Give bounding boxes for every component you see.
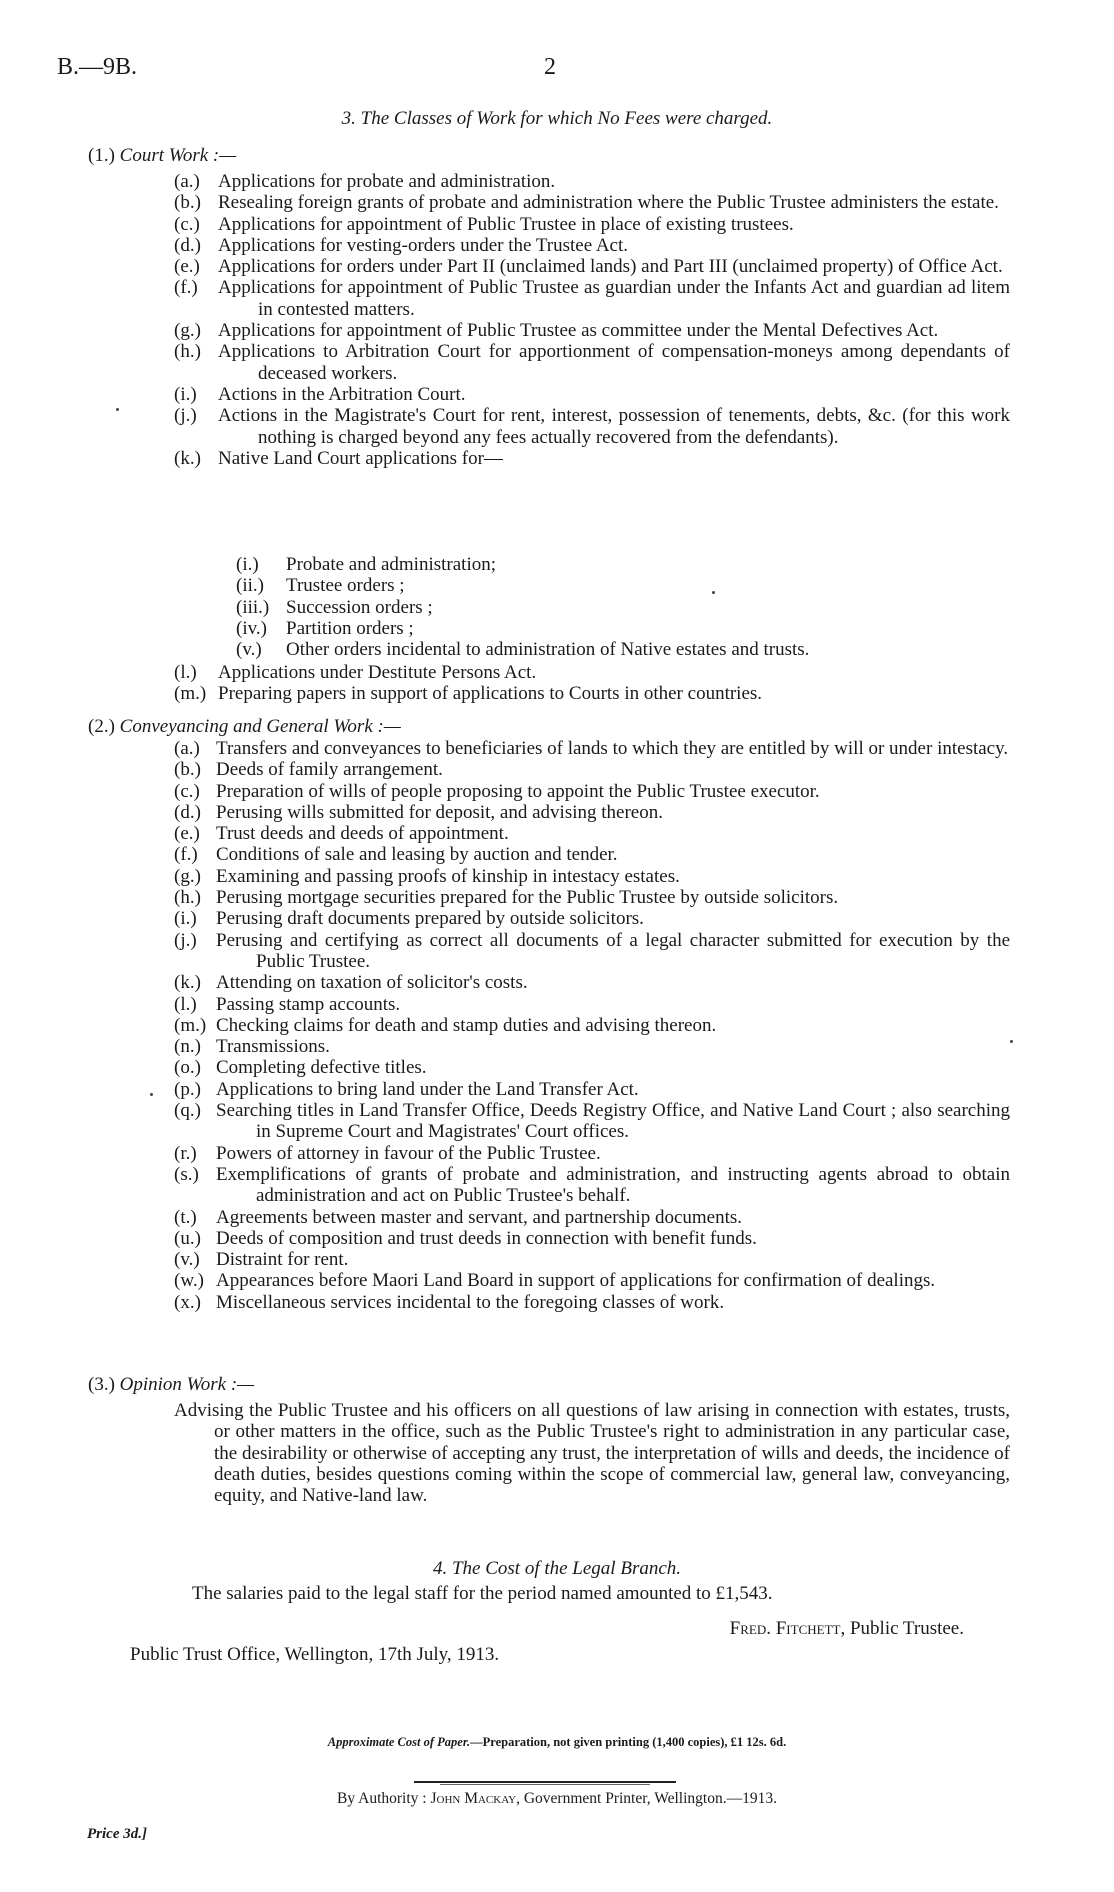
conveyancing-item-text: Miscellaneous services incidental to the foregoing classes of work.: [216, 1291, 725, 1313]
cost-of-paper-line: [0, 1735, 1114, 1750]
court-work-item-marker: (a.): [174, 171, 200, 192]
scan-speck: [150, 1093, 153, 1096]
conveyancing-item-marker: (e.): [174, 823, 200, 845]
opinion-title: Opinion Work :—: [119, 1374, 255, 1395]
court-work-item-text: Resealing foreign grants of probate and administration where the Public Trustee administers the estate.: [218, 192, 999, 214]
conveyancing-item: [174, 823, 1010, 844]
conveyancing-item-marker: (d.): [174, 801, 201, 823]
court-work-item-text: Applications for vesting-orders under the Trustee Act.: [218, 234, 629, 256]
court-work-item-text: Actions in the Arbitration Court.: [218, 383, 466, 405]
conveyancing-item-text: Preparation of wills of people proposing to appoint the Public Trustee executor.: [216, 780, 820, 802]
court-work-item-marker: (k.): [174, 447, 201, 469]
court-work-item: [174, 405, 1010, 448]
conveyancing-item: [174, 930, 1010, 973]
court-work-item: [174, 341, 1010, 384]
court-work-item-text: Actions in the Magistrate's Court for rent, interest, possession of tenements, debts, &c. (for this work nothing is charged beyond any fees actually recovered from the defendants).: [218, 405, 1010, 448]
conveyancing-item-marker: (w.): [174, 1270, 204, 1292]
opinion-number: (3.): [88, 1374, 115, 1395]
conveyancing-item-text: Transmissions.: [216, 1036, 330, 1058]
conveyancing-item-text: Appearances before Maori Land Board in support of applications for confirmation of dealings.: [216, 1270, 936, 1292]
section-3-title: 3. The Classes of Work for which No Fees were charged.: [341, 108, 773, 129]
conveyancing-item: [174, 887, 1010, 908]
conveyancing-item: [174, 1270, 1010, 1291]
conveyancing-list: [174, 738, 1010, 1313]
conveyancing-item: [174, 1079, 1010, 1100]
conveyancing-item-text: Examining and passing proofs of kinship in intestacy estates.: [216, 865, 680, 887]
native-land-item-text: Partition orders ;: [286, 617, 414, 639]
conveyancing-item-marker: (k.): [174, 972, 201, 994]
court-work-item-text: Applications for probate and administration.: [218, 171, 556, 192]
court-work-item: [174, 235, 1010, 256]
conveyancing-item-text: Completing defective titles.: [216, 1057, 427, 1079]
conveyancing-title: Conveyancing and General Work :—: [119, 716, 401, 737]
court-work-item-text: Applications to Arbitration Court for apportionment of compensation-moneys among dependants of deceased workers.: [218, 341, 1010, 384]
native-land-item-marker: (iii.): [236, 596, 270, 618]
native-land-item: [236, 618, 956, 639]
conveyancing-item-text: Checking claims for death and stamp duties and advising thereon.: [216, 1014, 717, 1036]
conveyancing-item: [174, 1249, 1010, 1270]
court-work-list: [174, 171, 1010, 469]
court-work-item-marker: (j.): [174, 405, 197, 427]
conveyancing-item: [174, 1015, 1010, 1036]
court-work-item-text: Preparing papers in support of applications to Courts in other countries.: [218, 683, 763, 705]
footer-rule-thin: [440, 1784, 650, 1785]
conveyancing-item: [174, 972, 1010, 993]
conveyancing-item-marker: (n.): [174, 1036, 201, 1058]
conveyancing-item: [174, 908, 1010, 929]
cost-label: Approximate Cost of Paper.: [327, 1735, 471, 1749]
native-land-item-marker: (iv.): [236, 617, 267, 639]
conveyancing-item-marker: (o.): [174, 1057, 201, 1079]
court-work-title: Court Work :—: [119, 145, 237, 166]
court-work-item-marker: (c.): [174, 213, 200, 235]
conveyancing-item: [174, 1143, 1010, 1164]
native-land-sub-list: [236, 554, 956, 660]
court-work-item: [174, 277, 1010, 320]
conveyancing-item: [174, 781, 1010, 802]
court-work-item: [174, 683, 1010, 704]
conveyancing-item-text: Perusing wills submitted for deposit, and advising thereon.: [216, 801, 663, 823]
court-work-item-text: Applications for orders under Part II (unclaimed lands) and Part III (unclaimed property) of Office Act.: [218, 256, 1003, 278]
court-work-item: [174, 448, 1010, 469]
conveyancing-item-text: Perusing mortgage securities prepared for the Public Trustee by outside solicitors.: [216, 887, 839, 909]
native-land-item: [236, 639, 956, 660]
conveyancing-item-marker: (l.): [174, 993, 197, 1015]
price-label: Price 3d.]: [87, 1826, 147, 1842]
conveyancing-item-text: Conditions of sale and leasing by auction and tender.: [216, 844, 618, 866]
conveyancing-item-marker: (q.): [174, 1100, 201, 1122]
native-land-item-marker: (i.): [236, 554, 259, 575]
conveyancing-item-marker: (x.): [174, 1291, 201, 1313]
scan-speck: [1010, 1040, 1013, 1043]
conveyancing-item-marker: (t.): [174, 1206, 197, 1228]
conveyancing-item-marker: (m.): [174, 1014, 207, 1036]
native-land-item-text: Succession orders ;: [286, 596, 433, 618]
salaries-statement: The salaries paid to the legal staff for the period named amounted to £1,543.: [192, 1583, 773, 1604]
court-work-item: [174, 662, 1010, 683]
conveyancing-item: [174, 738, 1010, 759]
conveyancing-item: [174, 1228, 1010, 1249]
conveyancing-item-text: Powers of attorney in favour of the Public Trustee.: [216, 1142, 601, 1164]
court-work-item-text: Applications for appointment of Public Trustee in place of existing trustees.: [218, 213, 794, 235]
conveyancing-item-text: Deeds of family arrangement.: [216, 759, 443, 781]
authority-prefix: By Authority :: [337, 1790, 427, 1807]
court-work-item: [174, 214, 1010, 235]
conveyancing-item-text: Transfers and conveyances to beneficiaries of lands to which they are entitled by will or under intestacy.: [216, 738, 1009, 759]
conveyancing-item-text: Perusing draft documents prepared by outside solicitors.: [216, 908, 644, 930]
conveyancing-item-text: Deeds of composition and trust deeds in connection with benefit funds.: [216, 1227, 757, 1249]
court-work-item: [174, 384, 1010, 405]
native-land-item-marker: (ii.): [236, 575, 264, 597]
court-work-item-text: Native Land Court applications for—: [218, 447, 503, 469]
conveyancing-item-text: Agreements between master and servant, and partnership documents.: [216, 1206, 743, 1228]
native-land-item: [236, 554, 956, 575]
court-work-item-text: Applications for appointment of Public Trustee as guardian under the Infants Act and guardian ad litem in contested matters.: [218, 277, 1010, 320]
court-work-item-marker: (g.): [174, 320, 201, 342]
native-land-item: [236, 597, 956, 618]
scan-speck: [712, 591, 715, 594]
conveyancing-item-marker: (g.): [174, 865, 201, 887]
conveyancing-item-text: Trust deeds and deeds of appointment.: [216, 823, 509, 845]
court-work-item: [174, 192, 1010, 213]
conveyancing-item: [174, 1100, 1010, 1143]
conveyancing-item: [174, 1057, 1010, 1078]
conveyancing-item-marker: (r.): [174, 1142, 197, 1164]
conveyancing-item-marker: (h.): [174, 887, 201, 909]
signature-block: [730, 1618, 964, 1640]
conveyancing-item: [174, 1292, 1010, 1313]
court-work-item-marker: (d.): [174, 234, 201, 256]
authority-suffix: Government Printer, Wellington.—1913.: [523, 1790, 777, 1807]
conveyancing-number: (2.): [88, 716, 115, 737]
conveyancing-item-text: Searching titles in Land Transfer Office, Deeds Registry Office, and Native Land Court ; also searching in Supreme Court and Magistrates' Court offices.: [216, 1100, 1010, 1143]
conveyancing-item-text: Attending on taxation of solicitor's costs.: [216, 972, 528, 994]
conveyancing-item: [174, 994, 1010, 1015]
footer-rule: [414, 1781, 676, 1783]
court-work-item: [174, 171, 1010, 192]
native-land-item-text: Other orders incidental to administration of Native estates and trusts.: [286, 639, 810, 661]
conveyancing-item-marker: (f.): [174, 844, 198, 866]
court-work-item-text: Applications under Destitute Persons Act.: [218, 662, 537, 683]
conveyancing-item-marker: (a.): [174, 738, 200, 759]
conveyancing-item-marker: (b.): [174, 759, 201, 781]
section-4-title: 4. The Cost of the Legal Branch.: [432, 1558, 682, 1579]
court-work-item-text: Applications for appointment of Public Trustee as committee under the Mental Defectives Act.: [218, 320, 939, 342]
conveyancing-item: [174, 802, 1010, 823]
conveyancing-item: [174, 1164, 1010, 1207]
court-work-list-tail: [174, 662, 1010, 705]
court-work-item: [174, 256, 1010, 277]
conveyancing-item-marker: (v.): [174, 1249, 200, 1271]
conveyancing-item: [174, 1036, 1010, 1057]
conveyancing-item: [174, 759, 1010, 780]
court-work-number: (1.): [88, 145, 115, 166]
opinion-heading: [88, 1374, 254, 1396]
native-land-item-text: Probate and administration;: [286, 554, 497, 575]
office-date-line: Public Trust Office, Wellington, 17th July, 1913.: [130, 1644, 500, 1665]
court-work-item-marker: (m.): [174, 683, 207, 705]
document-reference: B.—9B.: [57, 54, 138, 80]
conveyancing-item-marker: (j.): [174, 929, 197, 951]
native-land-item-marker: (v.): [236, 639, 262, 661]
court-work-item-marker: (b.): [174, 192, 201, 214]
conveyancing-item: [174, 844, 1010, 865]
court-work-item: [174, 320, 1010, 341]
conveyancing-item-marker: (s.): [174, 1163, 199, 1185]
court-work-item-marker: (i.): [174, 383, 197, 405]
conveyancing-item-text: Distraint for rent.: [216, 1249, 349, 1271]
conveyancing-item: [174, 866, 1010, 887]
native-land-item-text: Trustee orders ;: [286, 575, 405, 597]
page-number: 2: [544, 54, 556, 80]
opinion-paragraph: Advising the Public Trustee and his officers on all questions of law arising in connection with estates, trusts, or other matters in the office, such as the Public Trustee's right to administration in any particular case, the desirability or otherwise of accepting any trust, the interpretation of wills and deeds, the incidence of death duties, besides questions coming within the scope of commercial law, general law, conveyancing, equity, and Native-land law.: [174, 1400, 1010, 1507]
conveyancing-item: [174, 1207, 1010, 1228]
conveyancing-item-text: Perusing and certifying as correct all documents of a legal character submitted for execution by the Public Trustee.: [216, 929, 1010, 972]
court-work-item-marker: (e.): [174, 256, 200, 278]
conveyancing-item-text: Applications to bring land under the Land Transfer Act.: [216, 1078, 639, 1100]
court-work-item-marker: (l.): [174, 662, 197, 683]
authority-line: [0, 1790, 1114, 1808]
cost-text: —Preparation, not given printing (1,400 copies), £1 12s. 6d.: [470, 1735, 787, 1749]
court-work-item-marker: (f.): [174, 277, 198, 299]
conveyancing-item-text: Passing stamp accounts.: [216, 993, 401, 1015]
conveyancing-item-marker: (p.): [174, 1078, 201, 1100]
conveyancing-heading: [88, 716, 401, 738]
conveyancing-item-marker: (i.): [174, 908, 197, 930]
printer-name: John Mackay,: [430, 1790, 520, 1807]
court-work-heading: [88, 145, 236, 167]
court-work-item-marker: (h.): [174, 341, 201, 363]
conveyancing-item-marker: (c.): [174, 780, 200, 802]
scan-speck: [116, 408, 119, 411]
native-land-item: [236, 575, 956, 596]
conveyancing-item-text: Exemplifications of grants of probate and administration, and instructing agents abroad to obtain administration and act on Public Trustee's behalf.: [216, 1163, 1010, 1207]
conveyancing-item-marker: (u.): [174, 1227, 201, 1249]
signatory-name: Fred. Fitchett,: [729, 1618, 846, 1639]
signatory-role: Public Trustee.: [849, 1618, 964, 1639]
